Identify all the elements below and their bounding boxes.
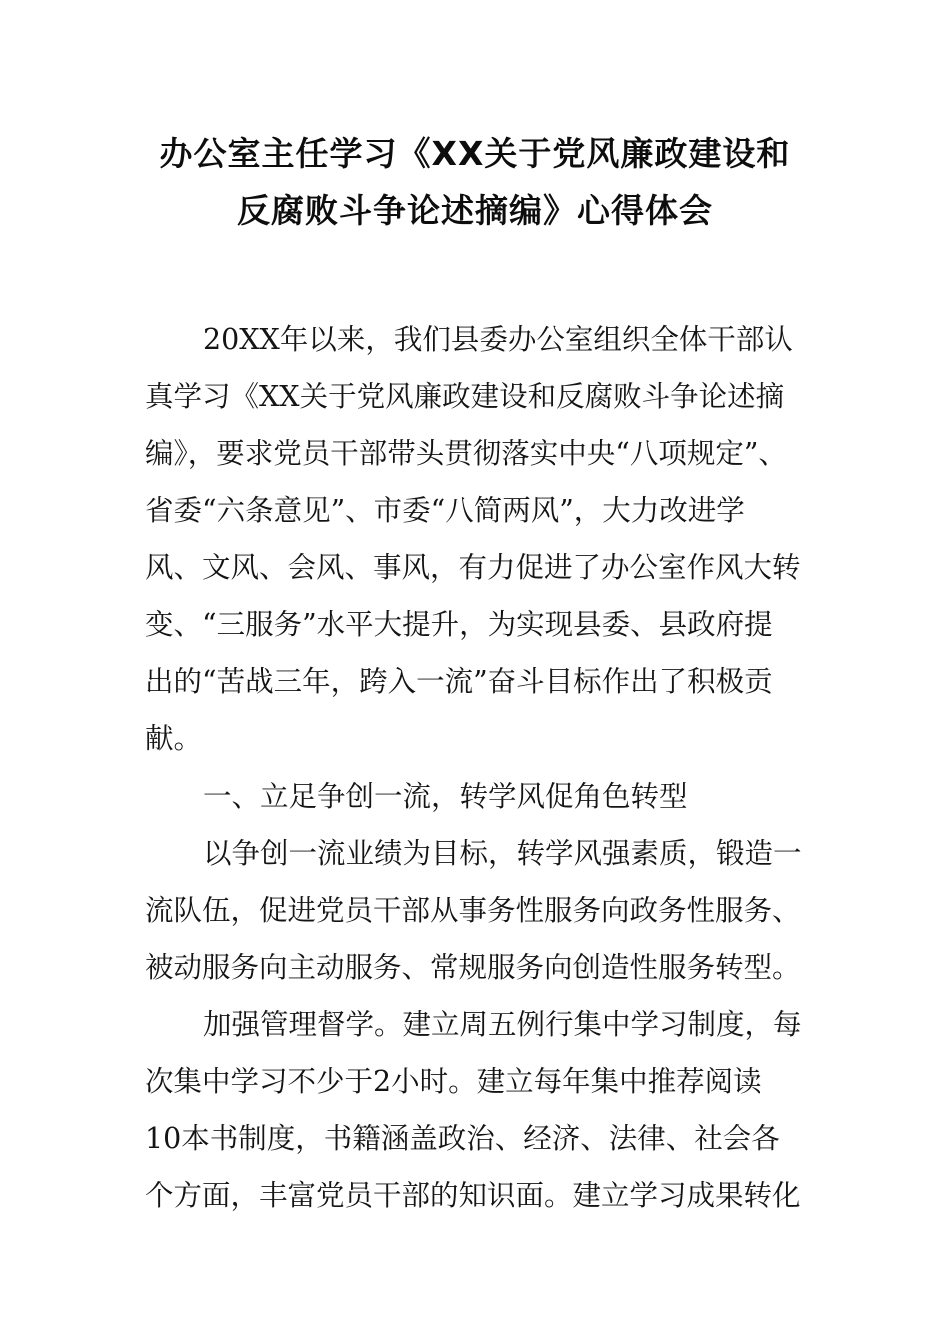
paragraph-3-line-1: 加强管理督学。建立周五例行集中学习制度，每 [203,1008,802,1041]
section-heading-1: 一、立足争创一流，转学风促角色转型 [203,780,688,813]
paragraph-2-line-1: 以争创一流业绩为目标，转学风强素质，锻造一 [203,837,802,870]
paragraph-1-line-5: 风、文风、会风、事风，有力促进了办公室作风大转 [145,551,801,584]
paragraph-3-line-3: 10本书制度，书籍涵盖政治、经济、法律、社会各 [145,1122,780,1155]
paragraph-2-line-3: 被动服务向主动服务、常规服务向创造性服务转型。 [145,951,801,984]
paragraph-1-line-2: 真学习《XX关于党风廉政建设和反腐败斗争论述摘 [145,380,785,413]
document-title-line-1: 办公室主任学习《XX关于党风廉政建设和 [159,134,791,173]
paragraph-3-line-4: 个方面，丰富党员干部的知识面。建立学习成果转化 [145,1179,801,1212]
paragraph-1-line-7: 出的“苦战三年，跨入一流”奋斗目标作出了积极贡 [145,665,773,698]
document-title-line-2: 反腐败斗争论述摘编》心得体会 [237,191,713,230]
paragraph-1-line-1: 20XX年以来，我们县委办公室组织全体干部认 [203,323,793,356]
paragraph-1-line-4: 省委“六条意见”、市委“八简两风”，大力改进学 [145,494,745,527]
paragraph-1-line-6: 变、“三服务”水平大提升，为实现县委、县政府提 [145,608,773,641]
paragraph-1-line-8: 献。 [145,722,203,755]
paragraph-2-line-2: 流队伍，促进党员干部从事务性服务向政务性服务、 [145,894,801,927]
paragraph-3-line-2: 次集中学习不少于2小时。建立每年集中推荐阅读 [145,1065,762,1098]
paragraph-1-line-3: 编》，要求党员干部带头贯彻落实中央“八项规定”、 [145,437,787,470]
